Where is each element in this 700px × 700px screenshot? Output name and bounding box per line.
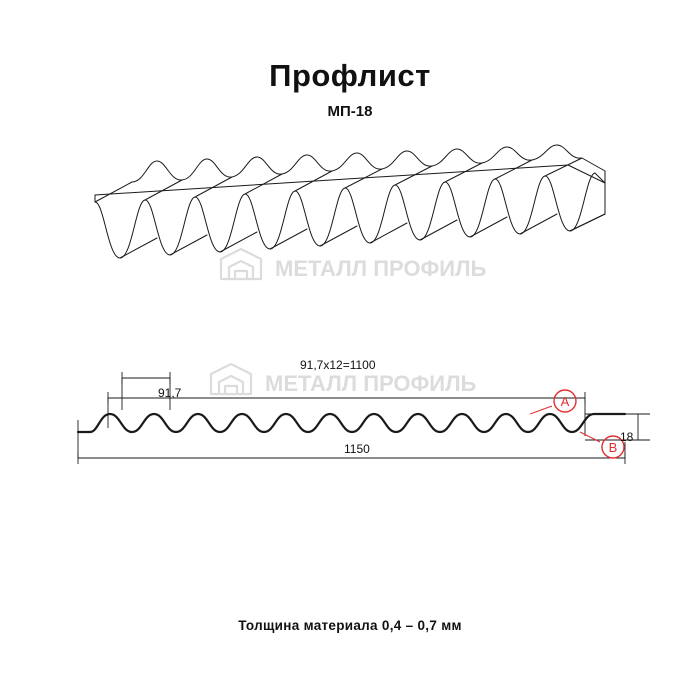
page-title: Профлист [269, 58, 431, 93]
dim-total-width-label: 1150 [344, 442, 370, 456]
isometric-sheet-illustration [60, 140, 640, 300]
dim-height-label: 18 [620, 430, 634, 444]
callout-a-label: A [560, 394, 570, 409]
dim-pitch-label: 91,7 [158, 386, 182, 400]
product-model: МП-18 [327, 103, 373, 120]
material-thickness-note: Толщина материала 0,4 – 0,7 мм [238, 618, 462, 633]
svg-text:МЕТАЛЛ ПРОФИЛЬ: МЕТАЛЛ ПРОФИЛЬ [265, 371, 477, 396]
svg-text:МЕТАЛЛ ПРОФИЛЬ: МЕТАЛЛ ПРОФИЛЬ [275, 256, 487, 281]
dim-useful-width-label: 91,7х12=1100 [300, 358, 376, 372]
callout-b-label: B [608, 440, 618, 455]
